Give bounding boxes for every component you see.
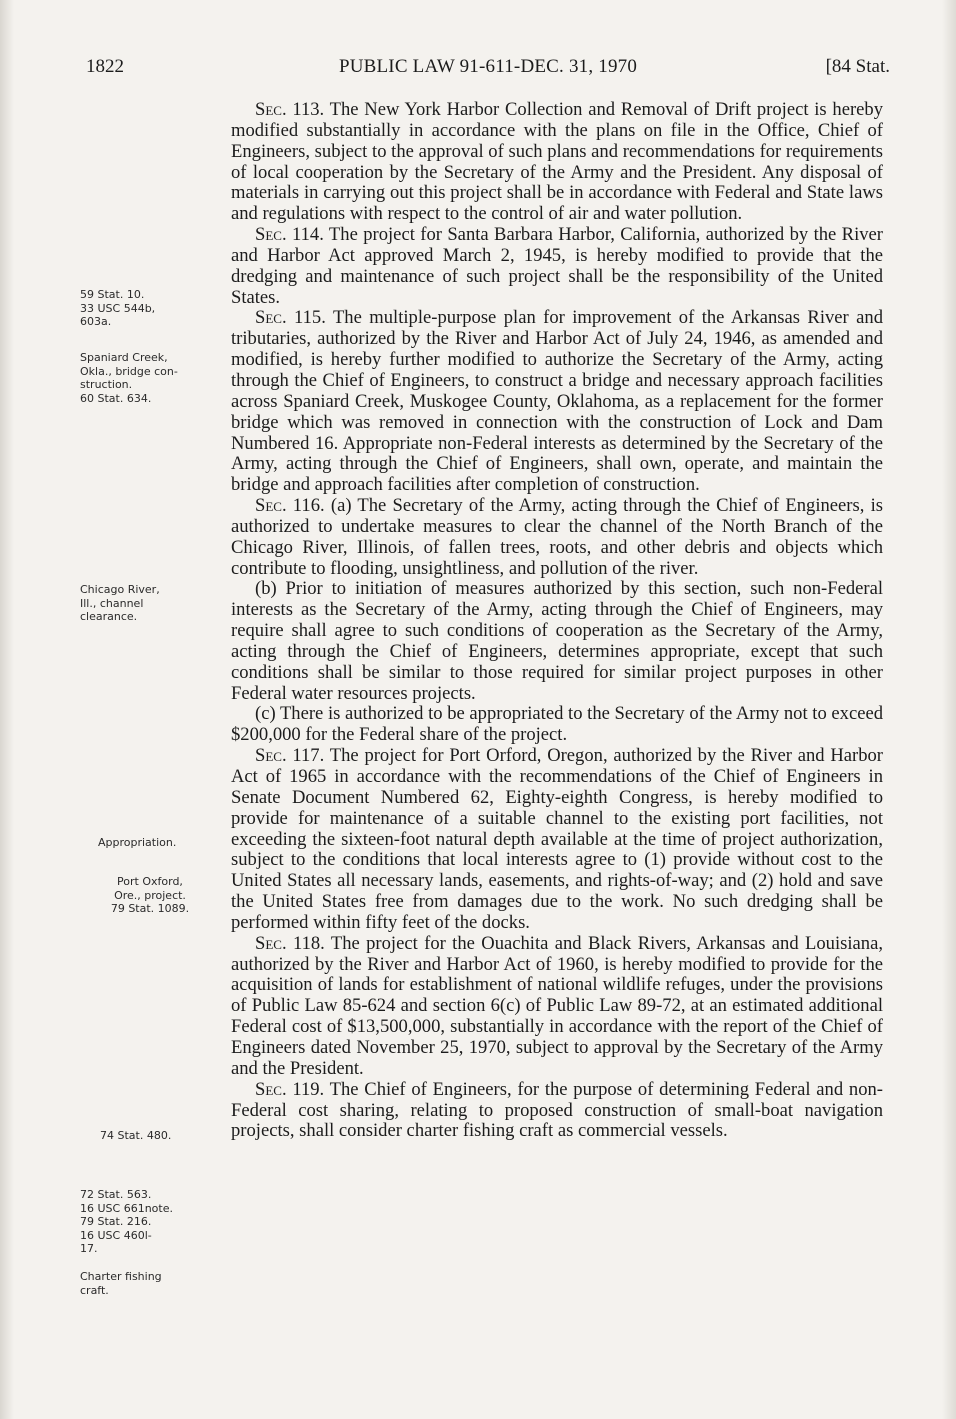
- margin-note-port-orford: Port Oxford, Ore., project. 79 Stat. 1089.: [110, 875, 190, 915]
- section-text: (c) There is authorized to be appropriated to the Secretary of the Army not to exceed $200,000 for the Federal share of the project.: [231, 703, 883, 746]
- section-text: The multiple-purpose plan for improvement of the Arkansas River and tributaries, authorized by the River and Harbor Act of July 24, 1946, as amended and modified, is hereby further modified to authorize the Secretary of the Army, acting through the Chief of Engineers, to construct a bridge and necessary approach facilities across Spaniard Creek, Muskogee County, Oklahoma, as a replacement for the former bridge which was removed in connection with the construction of Lock and Dam Numbered 16. Appropriate non-Federal interests as determined by the Secretary of the Army, acting through the Chief of Engineers, shall own, operate, and maintain the bridge and approach facilities after completion of construction.: [231, 307, 883, 496]
- margin-note-charter-fishing: Charter fishing craft.: [80, 1270, 162, 1297]
- margin-note-72-stat: 72 Stat. 563. 16 USC 661note. 79 Stat. 216. 16 USC 460l- 17.: [80, 1188, 173, 1255]
- section-114: [231, 225, 883, 308]
- section-text: (b) Prior to initiation of measures authorized by this section, such non-Federal interests as the Secretary of the Army, acting through the Chief of Engineers, may require shall agree to such conditions of cooperation as the Secretary of the Army, acting through the Chief of Engineers, determines appropriate, except that such conditions shall be similar to those required for similar project purposes in other Federal water resources projects.: [231, 578, 883, 704]
- section-text: The project for the Ouachita and Black Rivers, Arkansas and Louisiana, authorized by the River and Harbor Act of 1960, is hereby modified to provide for the acquisition of lands for establishment of national wildlife refuges, under the provisions of Public Law 85-624 and section 6(c) of Public Law 89-72, at an estimated additional Federal cost of $13,500,000, substantially in accordance with the report of the Chief of Engineers dated November 25, 1970, subject to approval by the Secretary of the Army and the President.: [231, 932, 883, 1079]
- margin-notes: [80, 0, 220, 1419]
- statute-body: [231, 100, 883, 1142]
- section-text: The project for Santa Barbara Harbor, California, authorized by the River and Harbor Act approved March 2, 1945, is hereby modified to provide that the dredging and maintenance of such project shall be the responsibility of the United States.: [231, 224, 883, 308]
- section-116-a: [231, 496, 883, 579]
- section-label: Sec. 113.: [255, 99, 325, 120]
- section-label: Sec. 118.: [255, 932, 325, 954]
- section-label: Sec. 115.: [255, 307, 326, 329]
- section-116-c: [231, 704, 883, 746]
- section-115: [231, 308, 883, 496]
- page-number: 1822: [86, 56, 124, 77]
- stat-reference: [84 Stat.: [825, 56, 890, 77]
- page-edge-right: [942, 0, 956, 1419]
- section-117: [231, 746, 883, 934]
- section-113: [231, 100, 883, 225]
- section-label: Sec. 116.: [255, 495, 325, 517]
- section-119: [231, 1080, 883, 1143]
- margin-note-chicago-river: Chicago River, Ill., channel clearance.: [80, 583, 160, 623]
- section-118: [231, 934, 883, 1080]
- margin-note-spaniard-creek: Spaniard Creek, Okla., bridge con- struction. 60 Stat. 634.: [80, 351, 178, 405]
- section-label: Sec. 119.: [255, 1078, 325, 1100]
- margin-note-appropriation: Appropriation.: [98, 836, 177, 849]
- section-116-b: [231, 579, 883, 704]
- section-text: The Chief of Engineers, for the purpose of determining Federal and non-Federal cost sharing, relating to proposed construction of small-boat navigation projects, shall consider charter fishing craft as commercial vessels.: [231, 1078, 883, 1142]
- section-text: (a) The Secretary of the Army, acting through the Chief of Engineers, is authorized to undertake measures to clear the channel of the North Branch of the Chicago River, Illinois, of fallen trees, roots, and other debris and objects which contribute to flooding, unsightliness, and pollution of the river.: [231, 495, 883, 579]
- margin-note-74-stat: 74 Stat. 480.: [100, 1129, 172, 1142]
- running-title: PUBLIC LAW 91-611-DEC. 31, 1970: [338, 56, 638, 77]
- page-edge-left: [0, 0, 14, 1419]
- margin-note-59-stat: 59 Stat. 10. 33 USC 544b, 603a.: [80, 288, 156, 328]
- section-label: Sec. 117.: [255, 745, 325, 767]
- section-text: The New York Harbor Collection and Removal of Drift project is hereby modified substantially in accordance with the plans on file in the Office, Chief of Engineers, subject to the approval of such plans and recommendations for requirements of local cooperation by the Secretary of the Army and the President. Any disposal of materials in carrying out this project shall be in accordance with Federal and State laws and regulations with respect to the control of air and water pollution.: [231, 99, 883, 225]
- section-label: Sec. 114.: [255, 224, 324, 246]
- section-text: The project for Port Orford, Oregon, authorized by the River and Harbor Act of 1965 in accordance with the recommendations of the Chief of Engineers in Senate Document Numbered 62, Eighty-eighth Congress, is hereby modified to provide for maintenance of a suitable channel to the existing port facilities, not exceeding the sixteen-foot natural depth available at the time of project authorization, subject to the conditions that local interests agree to (1) provide without cost to the United States all necessary lands, easements, and rights-of-way; and (2) hold and save the United States free from damages due to the work. No such dredging shall be performed within fifty feet of the docks.: [231, 745, 883, 933]
